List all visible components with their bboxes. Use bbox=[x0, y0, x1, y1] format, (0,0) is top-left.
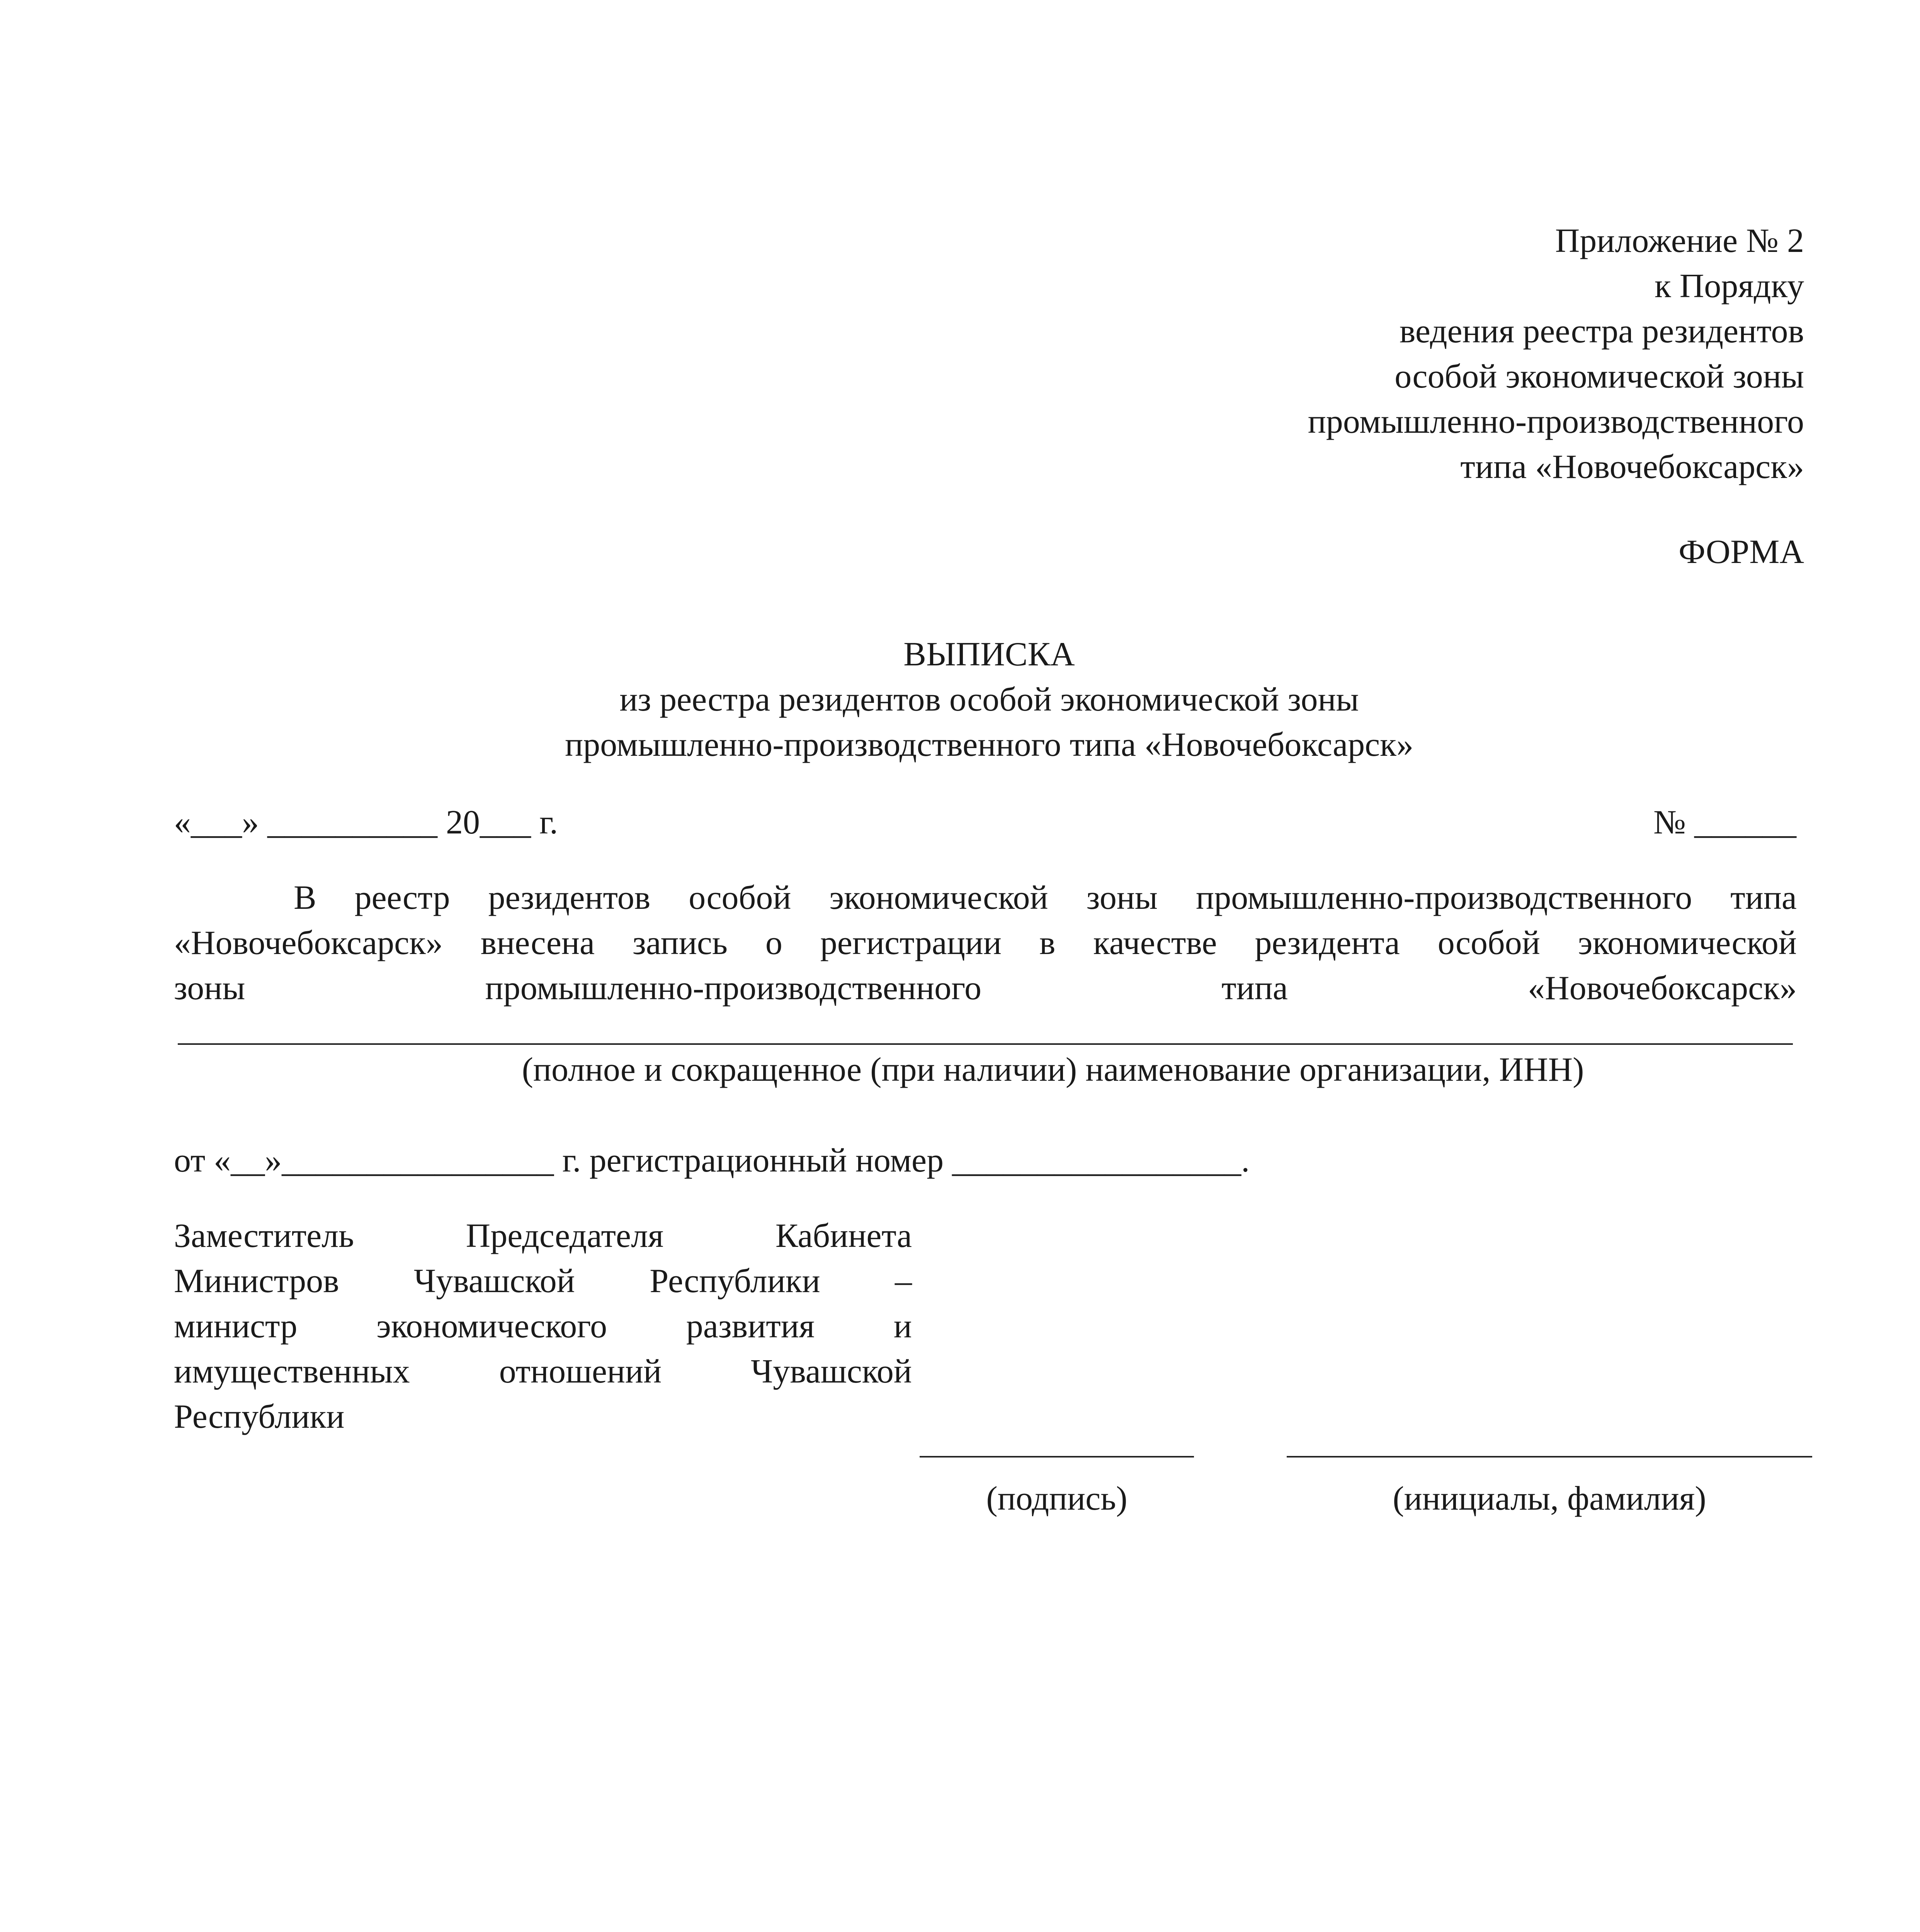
signatory-line-3: министр экономического развития и bbox=[174, 1308, 912, 1345]
appendix-line-5: промышленно-производственного bbox=[1308, 403, 1804, 440]
body-line-1: В реестр резидентов особой экономической зоны промышленно-производственного типа bbox=[294, 879, 1797, 917]
document-subtitle-2: промышленно-производственного типа «Новочебоксарск» bbox=[565, 726, 1413, 764]
form-label: ФОРМА bbox=[1679, 533, 1804, 571]
appendix-line-6: типа «Новочебоксарск» bbox=[1460, 448, 1804, 486]
signatory-line-1: Заместитель Председателя Кабинета bbox=[174, 1217, 912, 1255]
organization-caption: (полное и сокращенное (при наличии) наименование организации, ИНН) bbox=[522, 1051, 1584, 1088]
date-field: «___» __________ 20___ г. bbox=[174, 804, 558, 841]
name-caption: (инициалы, фамилия) bbox=[1393, 1480, 1706, 1517]
appendix-line-4: особой экономической зоны bbox=[1395, 358, 1804, 395]
organization-blank-line bbox=[178, 1043, 1793, 1045]
registration-line: от «__»________________ г. регистрационный номер _________________. bbox=[174, 1142, 1250, 1179]
body-line-3: зоны промышленно-производственного типа «Новочебоксарск» bbox=[174, 969, 1797, 1007]
document-title: ВЫПИСКА bbox=[903, 636, 1075, 673]
signature-caption: (подпись) bbox=[986, 1480, 1128, 1517]
signatory-line-2: Министров Чувашской Республики – bbox=[174, 1262, 912, 1300]
appendix-line-1: Приложение № 2 bbox=[1555, 222, 1804, 260]
name-blank-line bbox=[1287, 1456, 1812, 1458]
body-line-2: «Новочебоксарск» внесена запись о регистрации в качестве резидента особой экономической bbox=[174, 924, 1797, 962]
appendix-line-2: к Порядку bbox=[1654, 267, 1804, 305]
document-subtitle-1: из реестра резидентов особой экономической зоны bbox=[619, 681, 1359, 718]
signatory-line-4: имущественных отношений Чувашской bbox=[174, 1353, 912, 1390]
appendix-line-3: ведения реестра резидентов bbox=[1399, 313, 1804, 350]
signatory-line-5: Республики bbox=[174, 1398, 345, 1435]
signature-blank-line bbox=[920, 1456, 1194, 1458]
number-field: № ______ bbox=[1653, 804, 1796, 841]
